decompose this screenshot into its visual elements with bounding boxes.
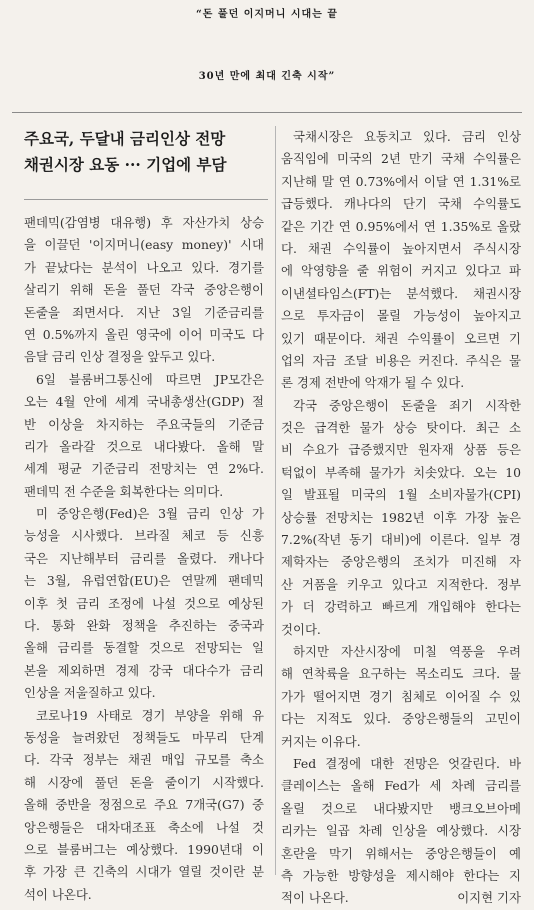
body-line: 후 가장 큰 긴축의 시대가 열릴 것이란 분 xyxy=(24,864,264,880)
headline-line-1: “돈 풀던 이지머니 시대는 끝 xyxy=(196,9,338,20)
body-line: 본을 제외하면 경제 강국 대다수가 금리 xyxy=(24,662,264,678)
body-line: 음달 금리 인상 결정을 앞두고 있다. xyxy=(24,349,216,365)
subheadline-divider xyxy=(24,199,268,200)
body-line: 으로 투자금이 몰릴 가능성이 높아지고 xyxy=(281,308,521,324)
body-line: 국은 지난해부터 금리를 올렸다. 캐나다 xyxy=(24,550,264,566)
body-line: 커지는 이유다. xyxy=(281,733,361,749)
body-line: 지난해 말 연 0.73%에서 이달 연 1.31%로 xyxy=(281,173,521,189)
body-line: 가 더 강력하고 빠르게 개입해야 한다는 xyxy=(281,599,521,615)
body-line: 팬데믹 전 수준을 회복한다는 의미다. xyxy=(24,483,224,499)
body-line: 가 끝났다는 분석이 나오고 있다. 경기를 xyxy=(24,259,264,275)
body-line: 상승률 전망치는 1982년 이후 가장 높은 xyxy=(281,509,521,525)
body-line: 팬데믹(감염병 대유행) 후 자산가치 상승 xyxy=(24,215,264,230)
body-line: 것은 급격한 물가 상승 탓이다. 최근 소 xyxy=(281,420,521,436)
body-line: 을 이끌던 '이지머니(easy money)' 시대 xyxy=(24,237,264,253)
body-line: 세계 평균 기준금리 전망치는 연 2%다. xyxy=(24,461,264,477)
body-line: 올릴 것으로 내다봤지만 뱅크오브아메 xyxy=(281,800,521,816)
body-line: 클레이스는 올해 Fed가 세 차례 금리를 xyxy=(281,778,521,794)
body-line: 6일 블룸버그통신에 따르면 JP모간은 xyxy=(36,371,264,387)
body-line: 제학자는 중앙은행의 조치가 미진해 자 xyxy=(281,554,521,570)
body-line: 돈줄을 죄면서다. 지난 3일 기준금리를 xyxy=(24,304,264,320)
body-line: 산 거품을 키우고 있다고 지적한다. 정부 xyxy=(281,576,521,592)
body-line: 리가 올라갈 것으로 내다봤다. 올해 말 xyxy=(24,438,264,454)
column-divider xyxy=(275,126,276,875)
body-line: 올해 금리를 동결할 것으로 전망되는 일 xyxy=(24,640,264,656)
byline: 이지현 기자 xyxy=(457,890,521,906)
body-line: 이낸셜타임스(FT)는 분석했다. 채권시장 xyxy=(281,285,521,301)
body-line: 에 악영향을 줄 위험이 커지고 있다고 파 xyxy=(281,263,521,279)
body-line: 다. 각국 정부는 채권 매입 규모를 축소 xyxy=(24,752,264,768)
body-line: 일 발표될 미국의 1월 소비자물가(CPI) xyxy=(281,487,521,503)
body-line: 살리기 위해 돈을 풀던 각국 중앙은행이 xyxy=(24,282,264,298)
right-column xyxy=(281,126,521,910)
body-line: 연 0.5%까지 올린 영국에 이어 미국도 다 xyxy=(24,326,264,342)
body-line: 측 가능한 방향성을 제시해야 한다는 지 xyxy=(281,867,521,883)
body-line: 반 이상을 차지하는 주요국들의 기준금 xyxy=(24,416,264,432)
subheadline xyxy=(24,126,274,178)
body-line: 인상을 저울질하고 있다. xyxy=(24,685,156,701)
body-line: 코로나19 사태로 경기 부양을 위해 유 xyxy=(36,707,264,723)
body-line: 급등했다. 캐나다의 단기 국채 수익률도 xyxy=(281,196,521,212)
body-line: 움직임에 미국의 2년 만기 국채 수익률은 xyxy=(281,151,521,167)
body-line: 혼란을 막기 위해서는 중앙은행들이 예 xyxy=(281,845,521,861)
headline-divider xyxy=(12,112,522,113)
headline-line-2: 30년 만에 최대 긴축 시작” xyxy=(198,71,336,82)
body-line: 하지만 자산시장에 미칠 역풍을 우려 xyxy=(293,643,521,659)
body-line: 턱없이 부족해 물가가 치솟았다. 오는 10 xyxy=(281,464,521,480)
left-column xyxy=(24,212,264,906)
body-line: 다. 채권 수익률이 높아지면서 주식시장 xyxy=(281,240,521,256)
body-line: 다. 통화 완화 정책을 추진하는 중국과 xyxy=(24,618,264,634)
body-line: 국채시장은 요동치고 있다. 금리 인상 xyxy=(293,129,521,144)
body-line: 것이다. xyxy=(281,621,321,637)
body-line: 가가 떨어지면 경기 침체로 이어질 수 있 xyxy=(281,688,521,704)
body-line: 적이 나온다. xyxy=(281,890,349,906)
body-line: 는 3월, 유럽연합(EU)은 연말께 팬데믹 xyxy=(24,573,264,589)
body-line: 동성을 늘려왔던 정책들도 마무리 단계 xyxy=(24,729,264,745)
body-line: 론 경제 전반에 악재가 될 수 있다. xyxy=(281,375,465,391)
body-line: 업의 자금 조달 비용은 커진다. 주식은 물 xyxy=(281,352,521,368)
body-line: 능성을 시사했다. 브라질 체코 등 신흥 xyxy=(24,528,264,544)
body-line: 리카는 일곱 차례 인상을 예상했다. 시장 xyxy=(281,823,521,839)
body-line: 미 중앙은행(Fed)은 3월 금리 인상 가 xyxy=(36,506,264,522)
body-line-with-byline xyxy=(281,887,521,909)
body-line: 각국 중앙은행이 돈줄을 죄기 시작한 xyxy=(293,397,521,413)
subheadline-line-2: 채권시장 요동 ··· 기업에 부담 xyxy=(24,155,227,174)
body-line: 있기 때문이다. 채권 수익률이 오르면 기 xyxy=(281,330,521,346)
body-line: 해 시장에 풀던 돈을 줄이기 시작했다. xyxy=(24,774,264,790)
body-line: 7.2%(작년 동기 대비)에 이른다. 일부 경 xyxy=(281,532,521,548)
body-line: 으로 블룸버그는 예상했다. 1990년대 이 xyxy=(24,841,264,857)
body-line: 앙은행들은 대차대조표 축소에 나설 것 xyxy=(24,819,264,835)
body-line: Fed 결정에 대한 전망은 엇갈린다. 바 xyxy=(293,755,521,771)
body-line: 해 연착륙을 요구하는 목소리도 크다. 물 xyxy=(281,666,521,682)
body-line: 이후 첫 금리 조정에 나설 것으로 예상된 xyxy=(24,595,264,611)
body-line: 비 수요가 급증했지만 원자재 상품 등은 xyxy=(281,442,521,458)
body-line: 오는 4월 안에 세계 국내총생산(GDP) 절 xyxy=(24,394,264,410)
subheadline-line-1: 주요국, 두달내 금리인상 전망 xyxy=(24,129,226,148)
body-line: 같은 기간 연 0.95%에서 연 1.35%로 올랐 xyxy=(281,218,521,234)
body-line: 석이 나온다. xyxy=(24,886,92,902)
body-line: 올해 중반을 정점으로 주요 7개국(G7) 중 xyxy=(24,797,264,813)
body-line: 다는 지적도 있다. 중앙은행들의 고민이 xyxy=(281,711,521,727)
